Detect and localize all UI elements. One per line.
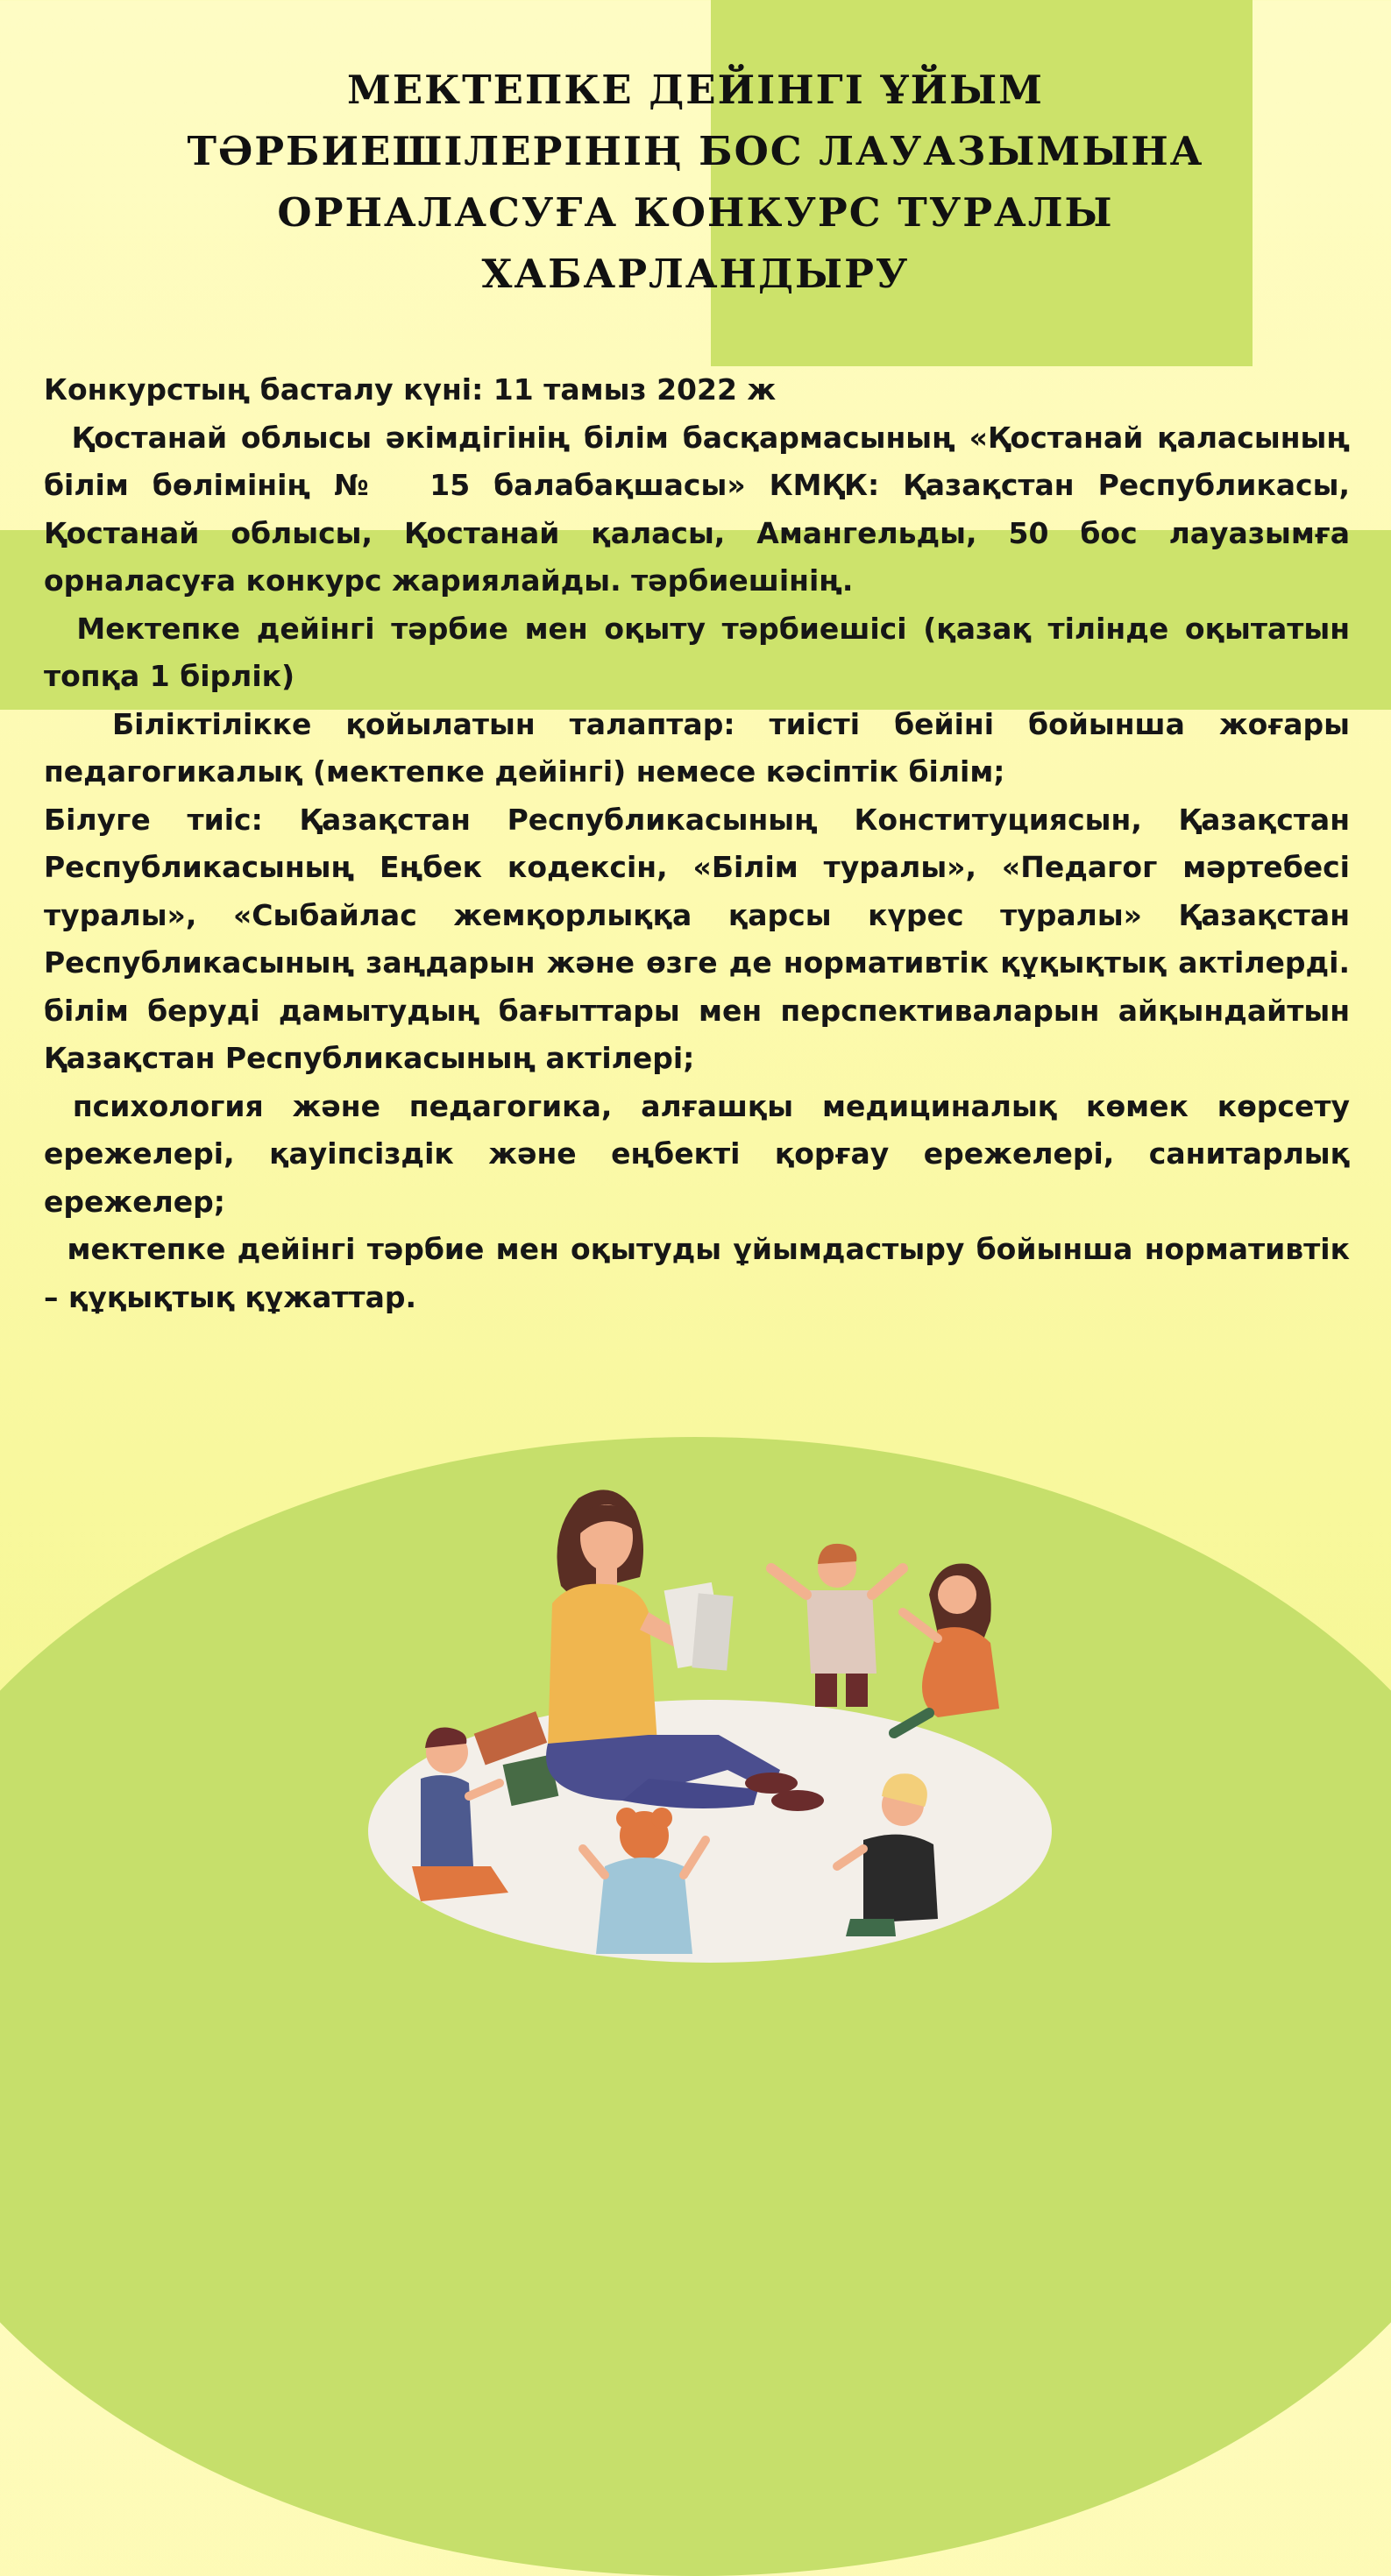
announcement-body bbox=[44, 366, 1350, 1321]
start-date-paragraph: Конкурстың басталу күні: 11 тамыз 2022 ж bbox=[44, 372, 777, 407]
child-standing-figure bbox=[771, 1544, 903, 1707]
documents-paragraph: мектепке дейінгі тәрбие мен оқытуды ұйымдастыру бойынша нормативтік – құқықтық құжаттар. bbox=[44, 1232, 1350, 1314]
teacher-reading-to-children-illustration bbox=[359, 1481, 1078, 1967]
title-line: МЕКТЕПКЕ ДЕЙІНГІ ҰЙЫМ bbox=[347, 67, 1044, 113]
child-girl-figure bbox=[894, 1563, 999, 1733]
rules-paragraph: психология және педагогика, алғашқы медициналық көмек көрсету ережелері, қауіпсіздік және еңбекті қорғау ережелері, санитарлық ережелер; bbox=[44, 1088, 1350, 1219]
organization-paragraph: Қостанай облысы әкімдігінің білім басқармасының «Қостанай қаласының білім бөлімінің № 15 балабақшасы» КМҚК: Қазақстан Республикасы, Қостанай облысы, Қостанай қаласы, Амангельды, 50 бос лауазымға орналасуға конкурс жариялайды. тәрбиешінің. bbox=[44, 420, 1350, 598]
announcement-title bbox=[123, 60, 1268, 305]
title-line: ХАБАРЛАНДЫРУ bbox=[481, 251, 910, 297]
knowledge-paragraph: Білуге тиіс: Қазақстан Республикасының Конституциясын, Қазақстан Республикасының Еңбек кодексін, «Білім туралы», «Педагог мәртебесі туралы», «Сыбайлас жемқорлыққа қарсы күрес туралы» Қазақстан Республикасының заңдарын және өзге де нормативтік құқықтық актілерді. білім беруді дамытудың бағыттары мен перспективаларын айқындайтын Қазақстан Республикасының актілері; bbox=[44, 802, 1350, 1075]
qualification-paragraph: Біліктілікке қойылатын талаптар: тиісті бейіні бойынша жоғары педагогикалық (мектепке дейінгі) немесе кәсіптік білім; bbox=[44, 706, 1350, 789]
title-line: ТӘРБИЕШІЛЕРІНІҢ БОС ЛАУАЗЫМЫНА bbox=[187, 128, 1204, 174]
title-line: ОРНАЛАСУҒА КОНКУРС ТУРАЛЫ bbox=[277, 189, 1114, 236]
position-paragraph: Мектепке дейінгі тәрбие мен оқыту тәрбиешісі (қазақ тілінде оқытатын топқа 1 бірлік) bbox=[44, 611, 1350, 693]
